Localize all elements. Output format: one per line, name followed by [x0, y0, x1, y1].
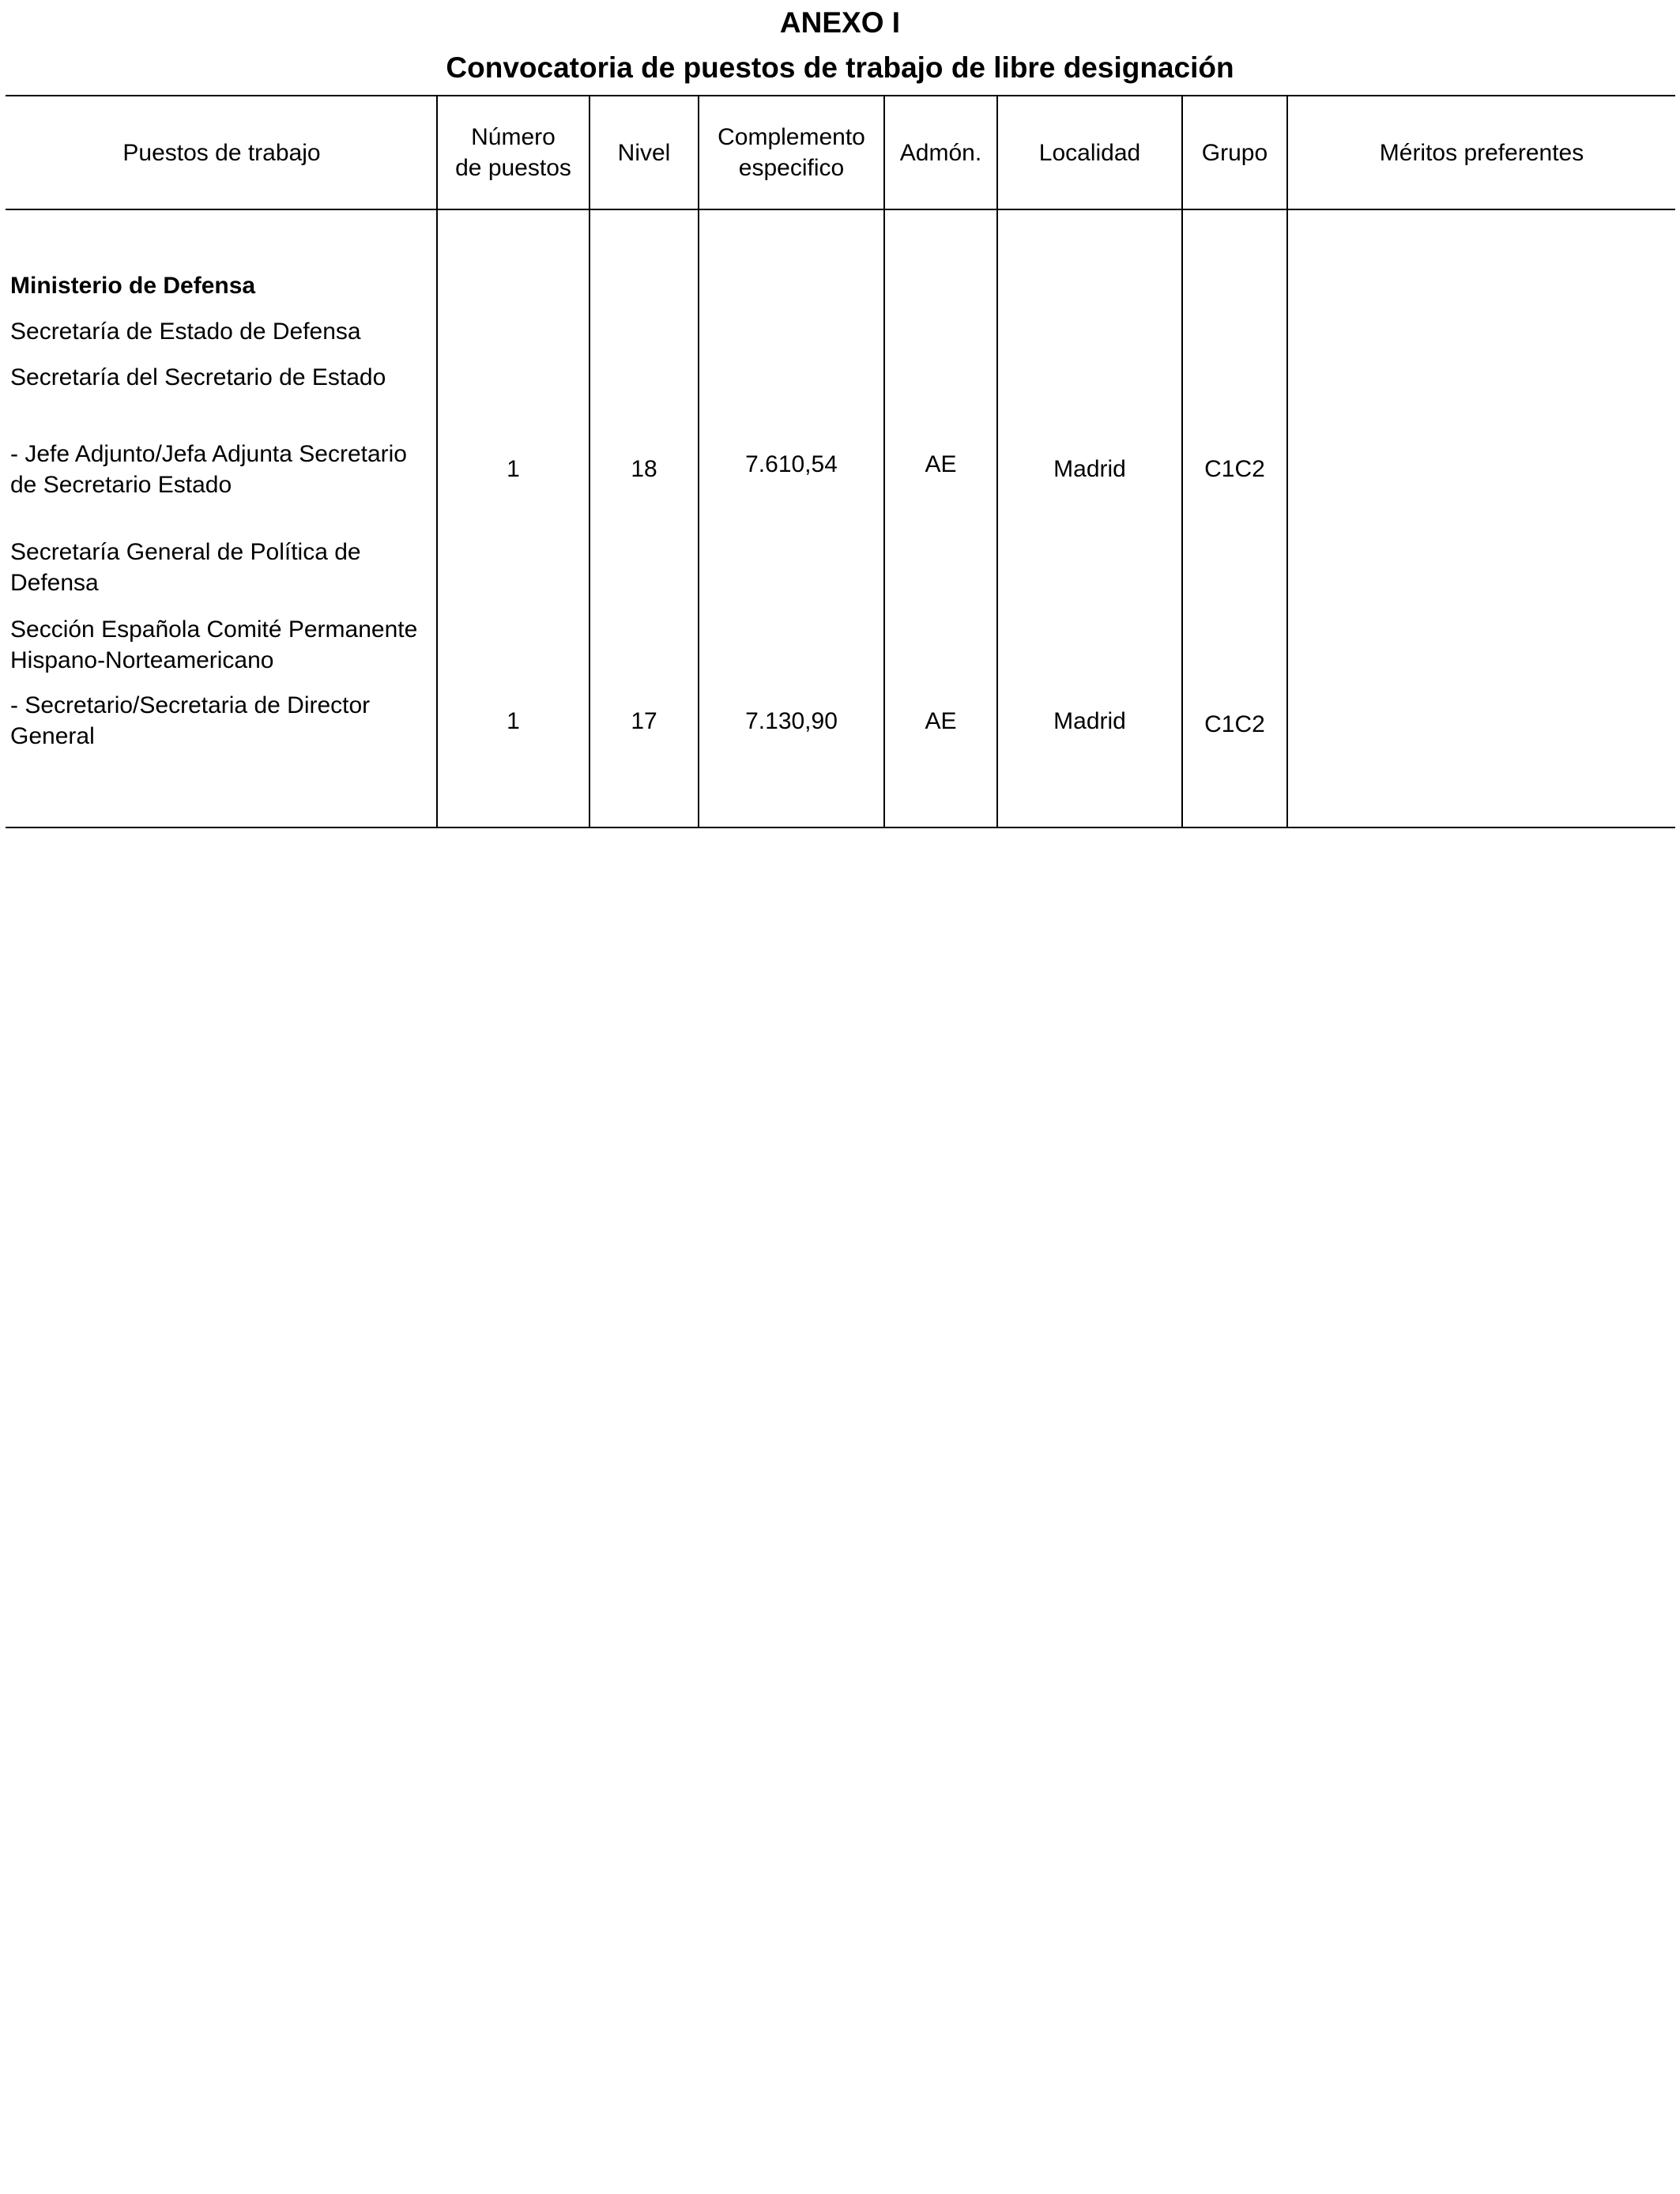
document-subtitle: Convocatoria de puestos de trabajo de libre designación	[446, 51, 1234, 84]
row-grupo: C1C2	[1204, 456, 1265, 482]
header-meritos: Méritos preferentes	[1379, 139, 1584, 166]
row-numero: 1	[507, 708, 520, 734]
header-numero: Número de puestos	[455, 124, 571, 181]
row-puesto: - Secretario/Secretaria de Director General	[10, 692, 371, 749]
row-puesto: - Jefe Adjunto/Jefa Adjunta Secretario de Secretario Estado	[10, 441, 407, 498]
row-complemento: 7.610,54	[745, 451, 838, 477]
header-grupo: Grupo	[1201, 139, 1268, 166]
header-complemento: Complemento especifico	[718, 124, 865, 181]
row-localidad: Madrid	[1053, 708, 1126, 734]
header-puestos: Puestos de trabajo	[122, 139, 321, 166]
row-complemento: 7.130,90	[745, 708, 838, 734]
row-admon: AE	[925, 708, 957, 734]
document-title: ANEXO I	[779, 6, 901, 39]
section-secretaria-secretario: Secretaría del Secretario de Estado	[10, 364, 386, 390]
section-seccion-espanola: Sección Española Comité Permanente Hispano-Norteamericano	[10, 616, 418, 673]
header-localidad: Localidad	[1038, 139, 1141, 166]
section-ministerio: Ministerio de Defensa	[10, 273, 256, 299]
header-nivel: Nivel	[617, 139, 671, 166]
section-secretaria-estado: Secretaría de Estado de Defensa	[10, 319, 361, 345]
row-grupo: C1C2	[1204, 711, 1265, 737]
header-admon: Admón.	[899, 139, 982, 166]
row-admon: AE	[925, 451, 957, 477]
row-localidad: Madrid	[1053, 456, 1126, 482]
table-bottom-rule	[6, 827, 1675, 828]
section-secretaria-general: Secretaría General de Política de Defensa	[10, 539, 361, 596]
row-numero: 1	[507, 456, 520, 482]
row-nivel: 17	[631, 708, 657, 734]
row-nivel: 18	[631, 456, 657, 482]
